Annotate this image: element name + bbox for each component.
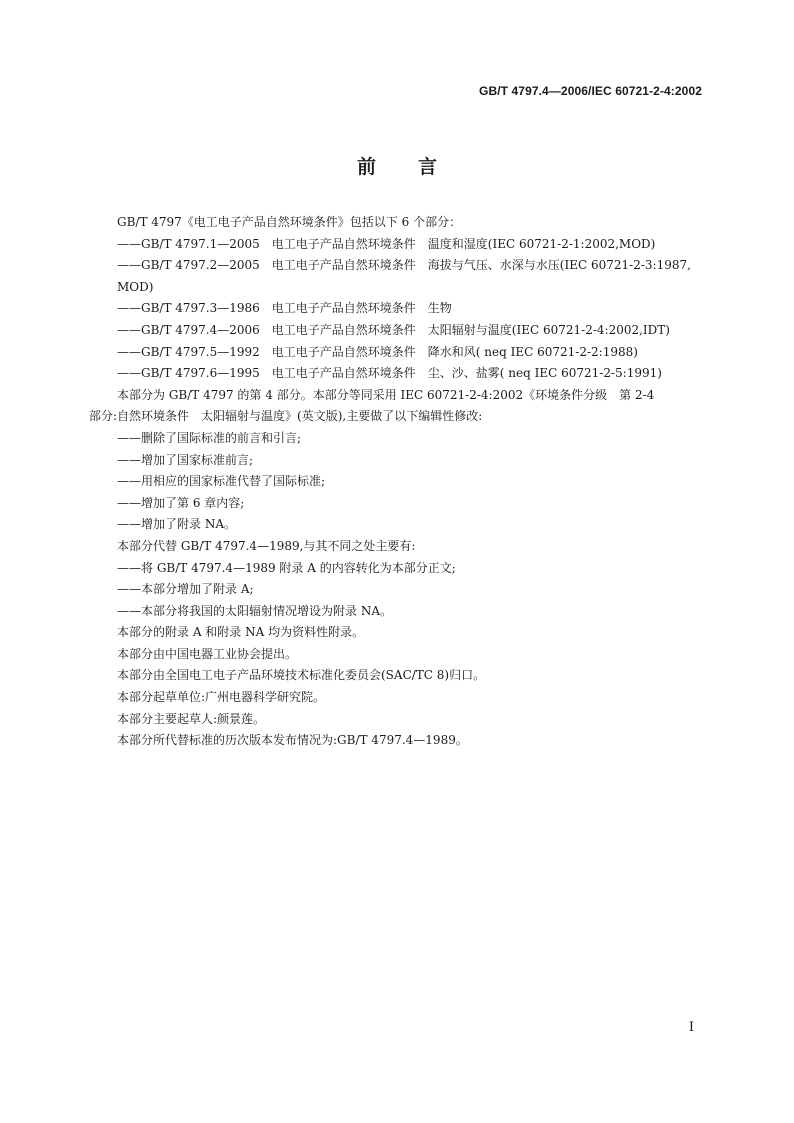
list-item: ——本部分将我国的太阳辐射情况增设为附录 NA。 [117, 603, 392, 618]
list-item: ——用相应的国家标准代替了国际标准; [117, 474, 326, 489]
paragraph-line: 本部分由中国电器工业协会提出。 [117, 646, 298, 661]
page-title [0, 152, 794, 179]
paragraph-line: 本部分为 GB/T 4797 的第 4 部分。本部分等同采用 IEC 60721-2-4:2002《环境条件分级 第 2-4 [117, 387, 655, 402]
list-item: ——增加了附录 NA。 [117, 517, 236, 532]
list-item: ——本部分增加了附录 A; [117, 582, 254, 597]
title-char-2: 言 [418, 156, 438, 178]
paragraph-line: 本部分由全国电工电子产品环境技术标准化委员会(SAC/TC 8)归口。 [117, 668, 486, 683]
page-number: I [688, 1020, 694, 1035]
title-char-1: 前 [356, 156, 376, 178]
paragraph-line: 本部分代替 GB/T 4797.4—1989,与其不同之处主要有: [117, 538, 416, 553]
list-item: ——GB/T 4797.3—1986 电工电子产品自然环境条件 生物 [117, 301, 452, 316]
paragraph-line: 本部分起草单位:广州电器科学研究院。 [117, 690, 326, 705]
list-item: ——GB/T 4797.1—2005 电工电子产品自然环境条件 温度和湿度(IEC 60721-2-1:2002,MOD) [117, 236, 656, 251]
paragraph-line: 本部分所代替标准的历次版本发布情况为:GB/T 4797.4—1989。 [117, 733, 468, 748]
list-item: ——GB/T 4797.4—2006 电工电子产品自然环境条件 太阳辐射与温度(IEC 60721-2-4:2002,IDT) [117, 322, 670, 337]
paragraph-line: 本部分主要起草人:颜景莲。 [117, 711, 266, 726]
paragraph-line: 本部分的附录 A 和附录 NA 均为资料性附录。 [117, 625, 365, 640]
list-item: ——GB/T 4797.2—2005 电工电子产品自然环境条件 海拔与气压、水深与水压(IEC 60721-2-3:1987, [117, 258, 691, 273]
list-item: ——增加了国家标准前言; [117, 452, 254, 467]
foreword-body [89, 212, 705, 752]
list-item: ——GB/T 4797.6—1995 电工电子产品自然环境条件 尘、沙、盐雾( neq IEC 60721-2-5:1991) [117, 366, 662, 381]
paragraph-line: GB/T 4797《电工电子产品自然环境条件》包括以下 6 个部分： [117, 215, 462, 229]
list-item-continuation: MOD) [117, 279, 154, 294]
list-item: ——增加了第 6 章内容; [117, 495, 245, 510]
list-item: ——GB/T 4797.5—1992 电工电子产品自然环境条件 降水和风( neq IEC 60721-2-2:1988) [117, 344, 638, 359]
list-item: ——删除了国际标准的前言和引言; [117, 430, 302, 445]
paragraph-line: 部分:自然环境条件 太阳辐射与温度》(英文版),主要做了以下编辑性修改: [89, 409, 483, 424]
list-item: ——将 GB/T 4797.4—1989 附录 A 的内容转化为本部分正文; [117, 560, 456, 575]
standard-header: GB/T 4797.4—2006/IEC 60721-2-4:2002 [479, 84, 702, 98]
